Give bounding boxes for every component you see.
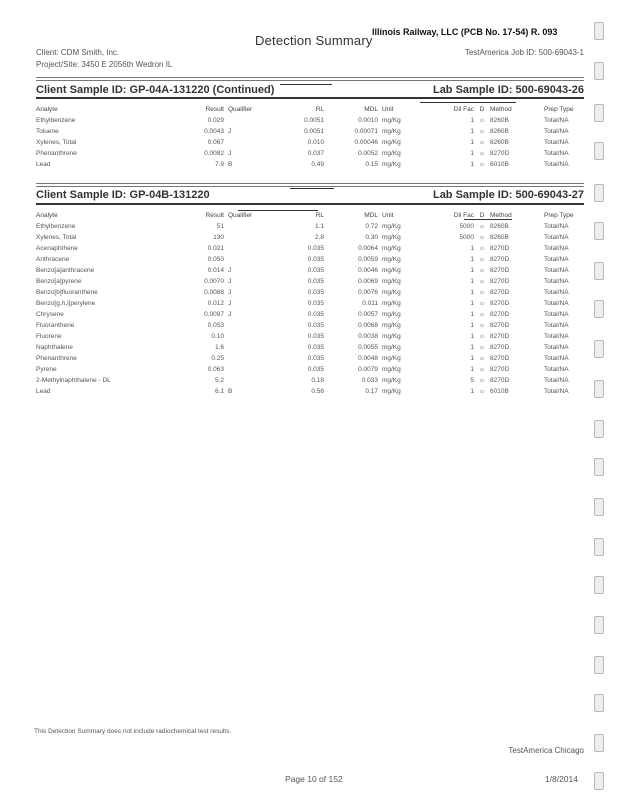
- mdl-cell: 0.30: [365, 234, 378, 241]
- prep-type-cell: Total/NA: [544, 150, 569, 157]
- qualifier-cell: [228, 137, 268, 148]
- d-cell: ☼: [479, 322, 485, 329]
- method-cell: 6010B: [490, 388, 509, 395]
- rl-cell: 0.010: [307, 139, 324, 146]
- qualifier-cell: B: [228, 161, 233, 168]
- rl-cell: 0.035: [307, 322, 324, 329]
- unit-cell: mg/Kg: [382, 300, 401, 307]
- dil-fac-cell: 1: [470, 161, 474, 168]
- qualifier-cell: [228, 342, 268, 353]
- d-cell: ☼: [479, 223, 485, 230]
- qualifier-cell: J: [228, 289, 232, 296]
- rl-cell: 2.8: [314, 234, 324, 241]
- analyte-cell: Chrysene: [36, 311, 64, 318]
- binder-tab: [594, 538, 604, 556]
- table-row: [36, 243, 592, 254]
- unit-cell: mg/Kg: [382, 161, 401, 168]
- analyte-cell: Benzo[a]pyrene: [36, 278, 82, 285]
- result-cell: 0.10: [211, 333, 224, 340]
- dil-fac-cell: 1: [470, 355, 474, 362]
- table-row: [36, 287, 592, 298]
- method-cell: 8270D: [490, 355, 510, 362]
- analyte-cell: Phenanthrene: [36, 355, 77, 362]
- result-cell: 0.053: [207, 322, 224, 329]
- table-row: [36, 148, 592, 159]
- col-rl: RL: [315, 106, 324, 113]
- binder-tab: [594, 222, 604, 240]
- rl-cell: 0.035: [307, 300, 324, 307]
- page-number: Page 10 of 152: [285, 774, 343, 784]
- table-row: [36, 115, 592, 126]
- qualifier-cell: [228, 115, 268, 126]
- d-cell: ☼: [479, 333, 485, 340]
- prep-type-cell: Total/NA: [544, 245, 569, 252]
- table-row: [36, 221, 592, 232]
- analyte-cell: Fluoranthene: [36, 322, 75, 329]
- table-header-row: [36, 210, 592, 221]
- binder-tab: [594, 772, 604, 790]
- underline-mark: [420, 102, 516, 103]
- result-cell: 0.029: [207, 117, 224, 124]
- d-cell: ☼: [479, 234, 485, 241]
- result-cell: 7.9: [214, 161, 224, 168]
- col-dil-fac: Dil Fac: [453, 106, 474, 113]
- result-cell: 0.067: [207, 139, 224, 146]
- col-method: Method: [490, 106, 512, 113]
- dil-fac-cell: 1: [470, 366, 474, 373]
- prep-type-cell: Total/NA: [544, 355, 569, 362]
- result-cell: 6.1: [214, 388, 224, 395]
- table-row: [36, 276, 592, 287]
- unit-cell: mg/Kg: [382, 366, 401, 373]
- d-cell: ☼: [479, 139, 485, 146]
- result-cell: 0.014: [207, 267, 224, 274]
- table-row: [36, 309, 592, 320]
- col-unit: Unit: [382, 106, 394, 113]
- d-cell: ☼: [479, 289, 485, 296]
- prep-type-cell: Total/NA: [544, 333, 569, 340]
- table-row: [36, 298, 592, 309]
- col-qualifier: Qualifier: [228, 212, 253, 219]
- analyte-cell: Fluorene: [36, 333, 62, 340]
- table-row: [36, 126, 592, 137]
- table-body: [36, 221, 592, 397]
- result-cell: 0.063: [207, 366, 224, 373]
- rl-cell: 0.035: [307, 245, 324, 252]
- unit-cell: mg/Kg: [382, 150, 401, 157]
- col-dil-fac: Dil Fac: [453, 212, 474, 219]
- underline-mark: [280, 84, 332, 85]
- col-unit: Unit: [382, 212, 394, 219]
- dil-fac-cell: 1: [470, 333, 474, 340]
- d-cell: ☼: [479, 366, 485, 373]
- binder-tab: [594, 22, 604, 40]
- rl-cell: 0.035: [307, 267, 324, 274]
- d-cell: ☼: [479, 377, 485, 384]
- d-cell: ☼: [479, 388, 485, 395]
- table-header-row: [36, 104, 592, 115]
- prep-type-cell: Total/NA: [544, 344, 569, 351]
- binder-tab: [594, 734, 604, 752]
- mdl-cell: 0.00046: [354, 139, 378, 146]
- binder-tab: [594, 142, 604, 160]
- binder-tab: [594, 340, 604, 358]
- col-mdl: MDL: [364, 212, 378, 219]
- rl-cell: 1.1: [314, 223, 324, 230]
- qualifier-cell: [228, 254, 268, 265]
- table-row: [36, 375, 592, 386]
- analyte-cell: Acenaphthene: [36, 245, 78, 252]
- mdl-cell: 0.0055: [358, 344, 378, 351]
- mdl-cell: 0.0046: [358, 267, 378, 274]
- binder-tab: [594, 262, 604, 280]
- dil-fac-cell: 1: [470, 267, 474, 274]
- col-d: D: [479, 212, 485, 219]
- binder-tab: [594, 616, 604, 634]
- rl-cell: 0.035: [307, 256, 324, 263]
- result-cell: 0.0097: [204, 311, 224, 318]
- binder-tab: [594, 420, 604, 438]
- section-rule: [36, 183, 584, 184]
- table-row: [36, 364, 592, 375]
- method-cell: 8270D: [490, 300, 510, 307]
- prep-type-cell: Total/NA: [544, 139, 569, 146]
- section-rule: [36, 80, 584, 81]
- unit-cell: mg/Kg: [382, 267, 401, 274]
- d-cell: ☼: [479, 117, 485, 124]
- col-prep-type: Prep Type: [544, 106, 574, 113]
- method-cell: 8270D: [490, 267, 510, 274]
- report-date: 1/8/2014: [544, 774, 578, 784]
- rl-cell: 0.035: [307, 366, 324, 373]
- prep-type-cell: Total/NA: [544, 128, 569, 135]
- analyte-cell: Phenanthrene: [36, 150, 77, 157]
- method-cell: 8270D: [490, 289, 510, 296]
- prep-type-cell: Total/NA: [544, 117, 569, 124]
- col-result: Result: [205, 106, 224, 113]
- result-cell: 0.0070: [204, 278, 224, 285]
- dil-fac-cell: 5000: [459, 223, 474, 230]
- qualifier-cell: J: [228, 311, 232, 318]
- unit-cell: mg/Kg: [382, 117, 401, 124]
- table-row: [36, 232, 592, 243]
- binder-tab: [594, 300, 604, 318]
- analyte-cell: 2-Methylnaphthalene - DL: [36, 377, 111, 384]
- unit-cell: mg/Kg: [382, 289, 401, 296]
- rl-cell: 0.56: [311, 388, 324, 395]
- analyte-cell: Lead: [36, 388, 51, 395]
- mdl-cell: 0.72: [365, 223, 378, 230]
- analyte-cell: Ethylbenzene: [36, 223, 76, 230]
- unit-cell: mg/Kg: [382, 139, 401, 146]
- client-sample-id: Client Sample ID: GP-04B-131220: [36, 189, 210, 201]
- table-row: [36, 254, 592, 265]
- col-method: Method: [490, 212, 512, 219]
- col-prep-type: Prep Type: [544, 212, 574, 219]
- section-rule: [36, 77, 584, 78]
- section-rule: [36, 97, 584, 99]
- method-cell: 8260B: [490, 128, 509, 135]
- d-cell: ☼: [479, 128, 485, 135]
- result-cell: 0.25: [211, 355, 224, 362]
- exhibit-stamp: Illinois Railway, LLC (PCB No. 17-54) R. 093: [372, 27, 558, 37]
- rl-cell: 0.035: [307, 311, 324, 318]
- binder-tab: [594, 576, 604, 594]
- result-cell: 0.050: [207, 256, 224, 263]
- analyte-cell: Benzo[b]fluoranthene: [36, 289, 98, 296]
- result-cell: 5.2: [214, 377, 224, 384]
- unit-cell: mg/Kg: [382, 128, 401, 135]
- binder-tab: [594, 694, 604, 712]
- table-row: [36, 159, 592, 170]
- lab-name: TestAmerica Chicago: [508, 746, 584, 755]
- qualifier-cell: J: [228, 150, 232, 157]
- prep-type-cell: Total/NA: [544, 300, 569, 307]
- unit-cell: mg/Kg: [382, 256, 401, 263]
- rl-cell: 0.037: [307, 150, 324, 157]
- qualifier-cell: J: [228, 300, 232, 307]
- binder-tab: [594, 498, 604, 516]
- lab-sample-id: Lab Sample ID: 500-69043-27: [432, 189, 584, 201]
- dil-fac-cell: 5000: [459, 234, 474, 241]
- col-mdl: MDL: [364, 106, 378, 113]
- prep-type-cell: Total/NA: [544, 223, 569, 230]
- d-cell: ☼: [479, 311, 485, 318]
- unit-cell: mg/Kg: [382, 333, 401, 340]
- method-cell: 8270D: [490, 377, 510, 384]
- dil-fac-cell: 1: [470, 322, 474, 329]
- dil-fac-cell: 1: [470, 150, 474, 157]
- mdl-cell: 0.0010: [358, 117, 378, 124]
- mdl-cell: 0.0079: [358, 366, 378, 373]
- binder-tab: [594, 184, 604, 202]
- mdl-cell: 0.0057: [358, 311, 378, 318]
- d-cell: ☼: [479, 245, 485, 252]
- qualifier-cell: [228, 375, 268, 386]
- binder-tab: [594, 62, 604, 80]
- col-result: Result: [205, 212, 224, 219]
- dil-fac-cell: 1: [470, 139, 474, 146]
- prep-type-cell: Total/NA: [544, 161, 569, 168]
- analyte-cell: Lead: [36, 161, 51, 168]
- result-cell: 0.0088: [204, 289, 224, 296]
- qualifier-cell: J: [228, 267, 232, 274]
- result-cell: 0.021: [207, 245, 224, 252]
- dil-fac-cell: 1: [470, 344, 474, 351]
- unit-cell: mg/Kg: [382, 245, 401, 252]
- qualifier-cell: J: [228, 278, 232, 285]
- rl-cell: 0.0051: [304, 128, 324, 135]
- method-cell: 8270D: [490, 256, 510, 263]
- result-cell: 0.0043: [204, 128, 224, 135]
- unit-cell: mg/Kg: [382, 311, 401, 318]
- method-cell: 8260B: [490, 117, 509, 124]
- prep-type-cell: Total/NA: [544, 267, 569, 274]
- job-id: TestAmerica Job ID: 500-69043-1: [464, 48, 584, 57]
- binder-tab: [594, 380, 604, 398]
- rl-cell: 0.035: [307, 289, 324, 296]
- unit-cell: mg/Kg: [382, 223, 401, 230]
- table-row: [36, 342, 592, 353]
- result-cell: 51: [216, 223, 224, 230]
- method-cell: 8270D: [490, 344, 510, 351]
- result-cell: 0.0082: [204, 150, 224, 157]
- prep-type-cell: Total/NA: [544, 234, 569, 241]
- section-rule: [36, 203, 584, 205]
- unit-cell: mg/Kg: [382, 377, 401, 384]
- prep-type-cell: Total/NA: [544, 388, 569, 395]
- method-cell: 8270D: [490, 245, 510, 252]
- mdl-cell: 0.0038: [358, 333, 378, 340]
- result-cell: 130: [213, 234, 224, 241]
- col-rl: RL: [315, 212, 324, 219]
- rl-cell: 0.035: [307, 278, 324, 285]
- mdl-cell: 0.0076: [358, 289, 378, 296]
- mdl-cell: 0.0069: [358, 278, 378, 285]
- analyte-cell: Naphthalene: [36, 344, 73, 351]
- col-d: D: [479, 106, 485, 113]
- mdl-cell: 0.0064: [358, 245, 378, 252]
- dil-fac-cell: 1: [470, 311, 474, 318]
- method-cell: 8270D: [490, 278, 510, 285]
- dil-fac-cell: 1: [470, 388, 474, 395]
- table-body: [36, 115, 592, 170]
- mdl-cell: 0.00071: [354, 128, 378, 135]
- prep-type-cell: Total/NA: [544, 256, 569, 263]
- detection-table: [36, 210, 592, 397]
- project-site: Project/Site: 3450 E 2056th Wedron IL: [36, 60, 173, 69]
- mdl-cell: 0.0052: [358, 150, 378, 157]
- lab-sample-id: Lab Sample ID: 500-69043-26: [432, 84, 584, 96]
- unit-cell: mg/Kg: [382, 344, 401, 351]
- prep-type-cell: Total/NA: [544, 366, 569, 373]
- underline-mark: [290, 188, 334, 189]
- rl-cell: 0.0051: [304, 117, 324, 124]
- binder-tab: [594, 458, 604, 476]
- qualifier-cell: [228, 364, 268, 375]
- method-cell: 8260B: [490, 223, 509, 230]
- mdl-cell: 0.17: [365, 388, 378, 395]
- unit-cell: mg/Kg: [382, 322, 401, 329]
- qualifier-cell: [228, 331, 268, 342]
- method-cell: 6010B: [490, 161, 509, 168]
- table-row: [36, 353, 592, 364]
- qualifier-cell: [228, 353, 268, 364]
- method-cell: 8260B: [490, 234, 509, 241]
- rl-cell: 0.035: [307, 344, 324, 351]
- detection-table: [36, 104, 592, 170]
- client-sample-id: Client Sample ID: GP-04A-131220 (Continued): [36, 84, 275, 96]
- col-qualifier: Qualifier: [228, 106, 253, 113]
- method-cell: 8270D: [490, 311, 510, 318]
- unit-cell: mg/Kg: [382, 278, 401, 285]
- qualifier-cell: [228, 243, 268, 254]
- table-row: [36, 265, 592, 276]
- dil-fac-cell: 1: [470, 300, 474, 307]
- analyte-cell: Benzo[a]anthracene: [36, 267, 95, 274]
- binder-tab: [594, 656, 604, 674]
- footnote: This Detection Summary does not include radiochemical test results.: [34, 728, 232, 735]
- table-row: [36, 386, 592, 397]
- rl-cell: 0.035: [307, 355, 324, 362]
- dil-fac-cell: 1: [470, 289, 474, 296]
- dil-fac-cell: 1: [470, 256, 474, 263]
- client-name: Client: CDM Smith, Inc.: [36, 48, 120, 57]
- section-rule: [36, 186, 584, 187]
- prep-type-cell: Total/NA: [544, 289, 569, 296]
- method-cell: 8270D: [490, 150, 510, 157]
- d-cell: ☼: [479, 161, 485, 168]
- analyte-cell: Ethylbenzene: [36, 117, 76, 124]
- method-cell: 8270D: [490, 322, 510, 329]
- d-cell: ☼: [479, 150, 485, 157]
- unit-cell: mg/Kg: [382, 355, 401, 362]
- binder-tab: [594, 104, 604, 122]
- dil-fac-cell: 1: [470, 278, 474, 285]
- analyte-cell: Xylenes, Total: [36, 234, 77, 241]
- method-cell: 8270D: [490, 366, 510, 373]
- analyte-cell: Xylenes, Total: [36, 139, 77, 146]
- qualifier-cell: [228, 232, 268, 243]
- d-cell: ☼: [479, 344, 485, 351]
- qualifier-cell: [228, 221, 268, 232]
- col-analyte: Analyte: [36, 106, 58, 113]
- qualifier-cell: [228, 320, 268, 331]
- mdl-cell: 0.011: [362, 300, 378, 307]
- rl-cell: 0.49: [311, 161, 324, 168]
- mdl-cell: 0.033: [361, 377, 378, 384]
- dil-fac-cell: 1: [470, 117, 474, 124]
- method-cell: 8260B: [490, 139, 509, 146]
- prep-type-cell: Total/NA: [544, 377, 569, 384]
- qualifier-cell: B: [228, 388, 233, 395]
- mdl-cell: 0.0048: [358, 355, 378, 362]
- mdl-cell: 0.15: [365, 161, 378, 168]
- table-row: [36, 137, 592, 148]
- analyte-cell: Pyrene: [36, 366, 57, 373]
- rl-cell: 0.035: [307, 333, 324, 340]
- dil-fac-cell: 1: [470, 128, 474, 135]
- rl-cell: 0.18: [311, 377, 324, 384]
- d-cell: ☼: [479, 278, 485, 285]
- table-row: [36, 331, 592, 342]
- prep-type-cell: Total/NA: [544, 311, 569, 318]
- result-cell: 0.012: [207, 300, 224, 307]
- prep-type-cell: Total/NA: [544, 322, 569, 329]
- analyte-cell: Anthracene: [36, 256, 70, 263]
- d-cell: ☼: [479, 300, 485, 307]
- unit-cell: mg/Kg: [382, 234, 401, 241]
- d-cell: ☼: [479, 355, 485, 362]
- mdl-cell: 0.0068: [358, 322, 378, 329]
- method-cell: 8270D: [490, 333, 510, 340]
- dil-fac-cell: 5: [470, 377, 474, 384]
- analyte-cell: Benzo[g,h,i]perylene: [36, 300, 96, 307]
- dil-fac-cell: 1: [470, 245, 474, 252]
- qualifier-cell: J: [228, 128, 232, 135]
- mdl-cell: 0.0059: [358, 256, 378, 263]
- unit-cell: mg/Kg: [382, 388, 401, 395]
- analyte-cell: Toluene: [36, 128, 59, 135]
- prep-type-cell: Total/NA: [544, 278, 569, 285]
- d-cell: ☼: [479, 267, 485, 274]
- result-cell: 1.6: [214, 344, 224, 351]
- d-cell: ☼: [479, 256, 485, 263]
- col-analyte: Analyte: [36, 212, 58, 219]
- table-row: [36, 320, 592, 331]
- page-title: Detection Summary: [255, 33, 373, 48]
